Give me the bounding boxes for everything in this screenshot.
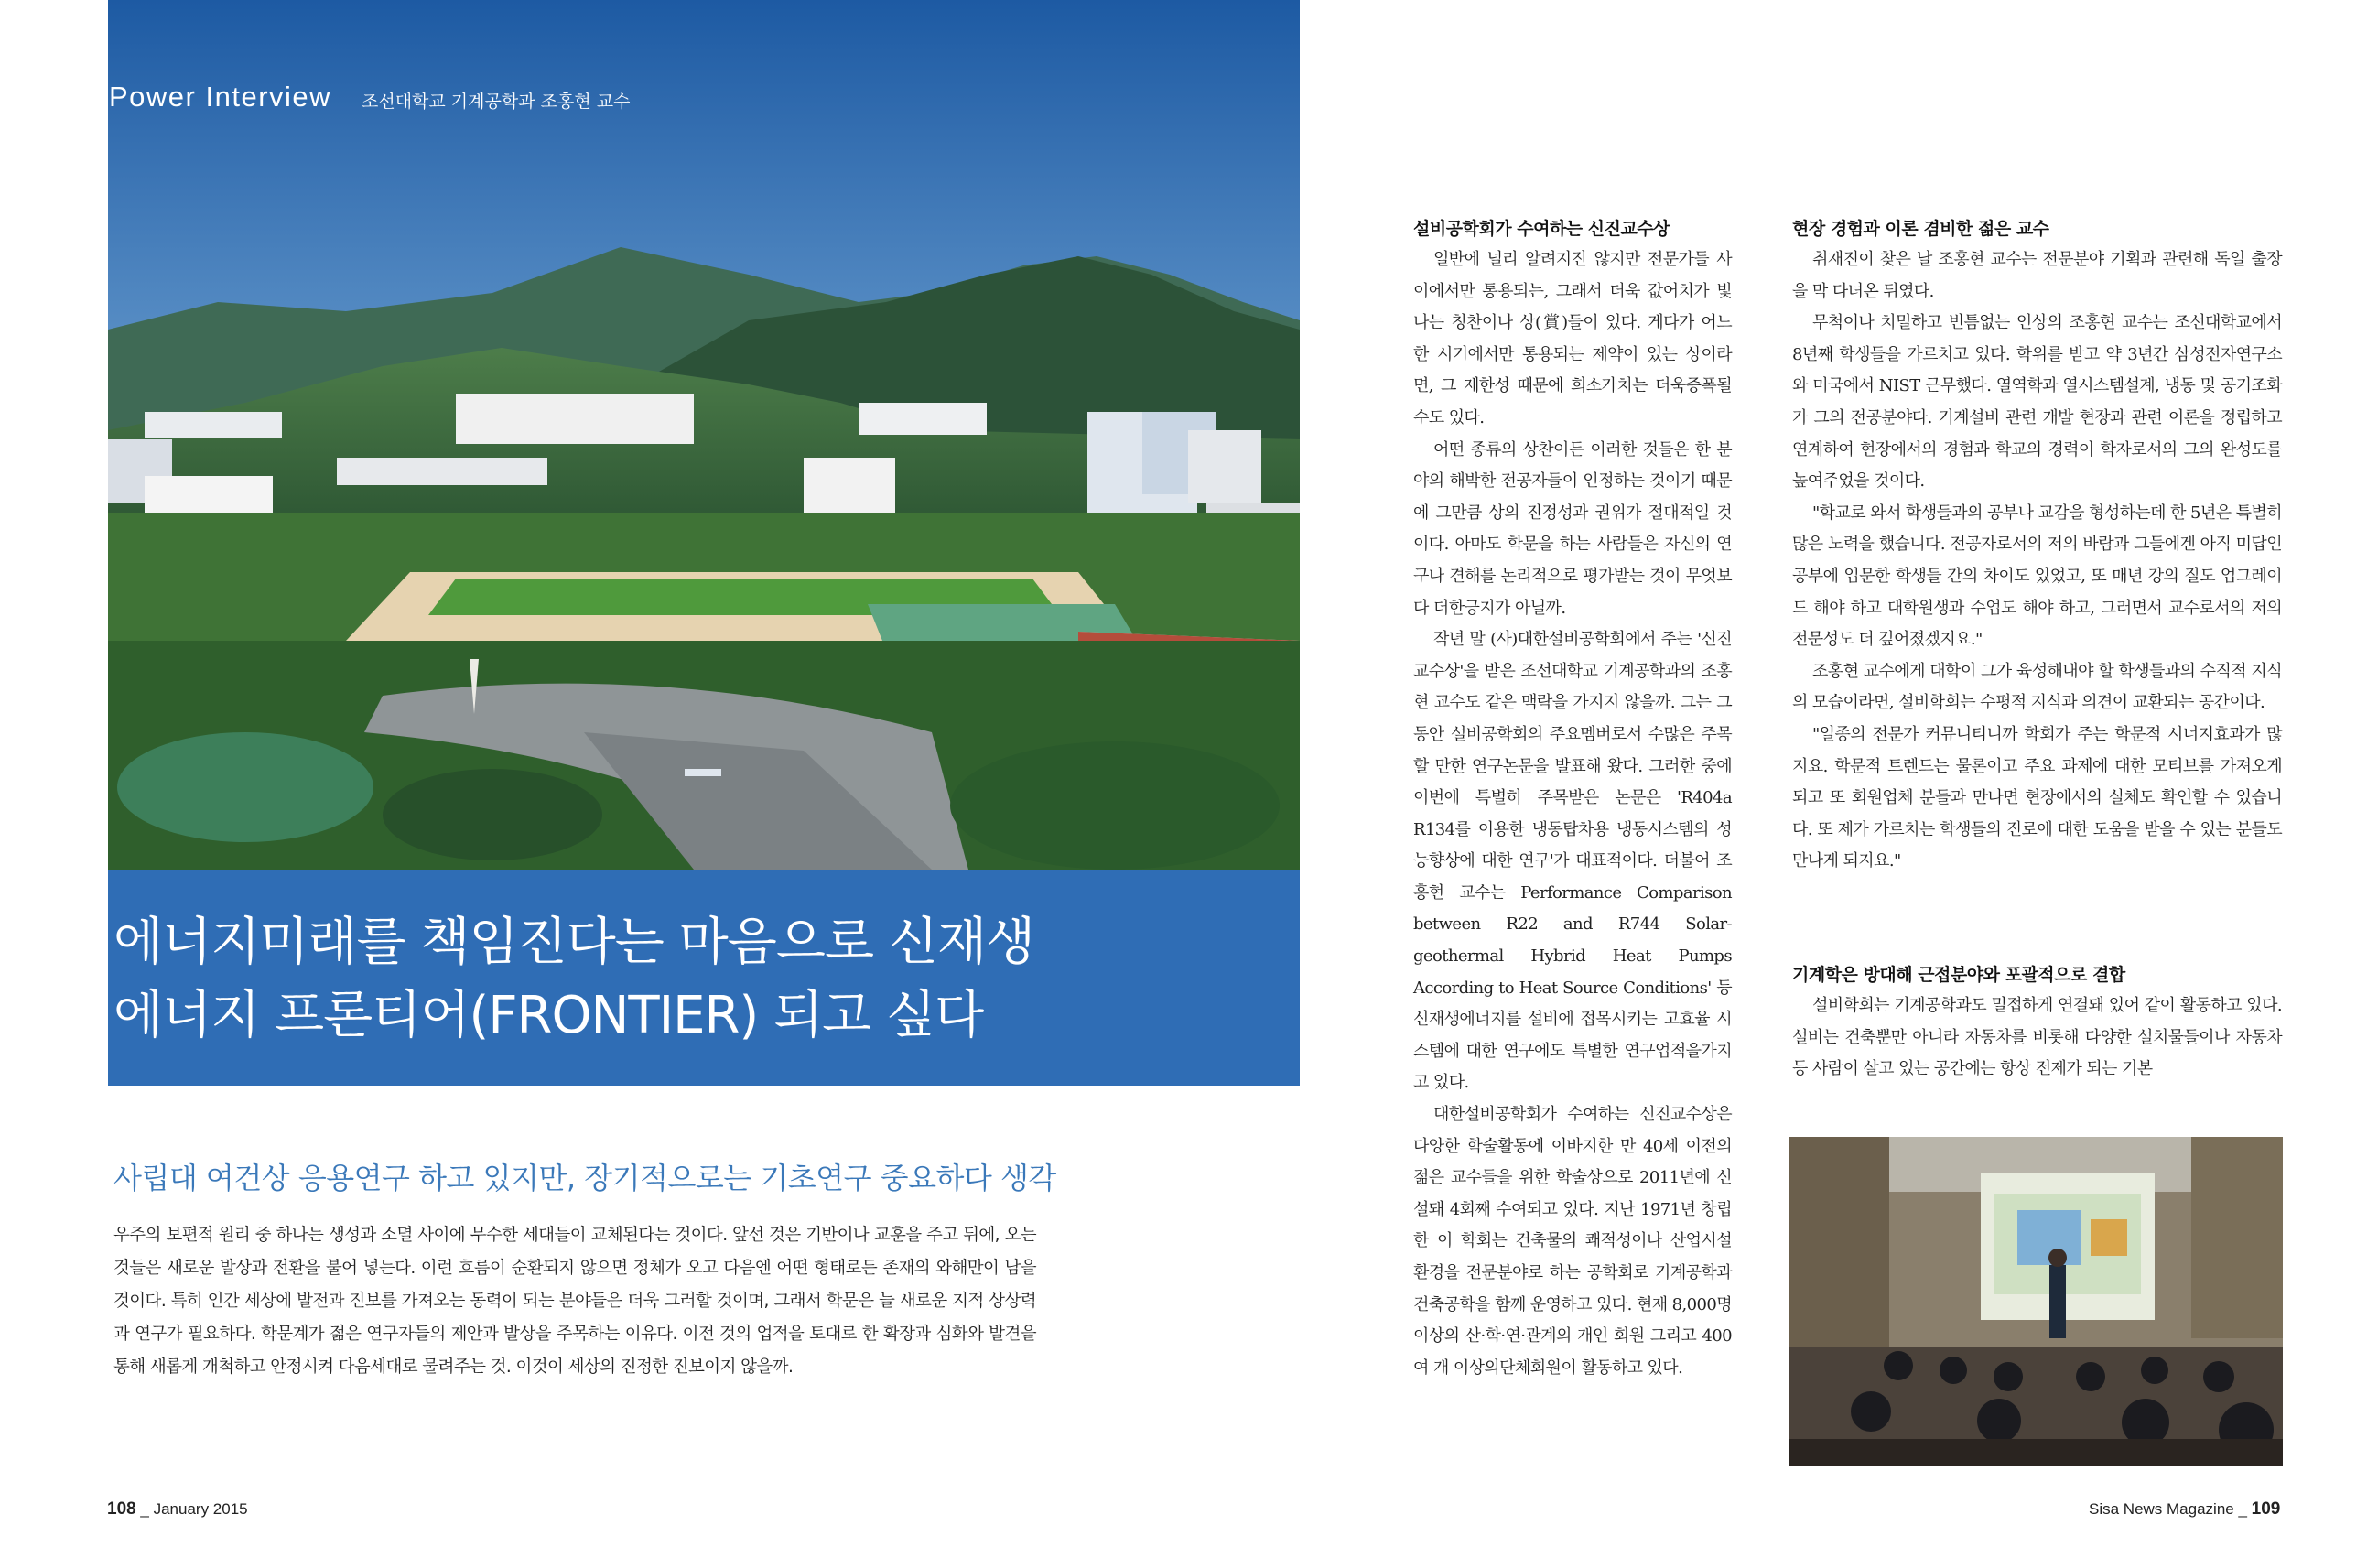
column-b-paragraph: 설비학회는 기계공학과도 밀접하게 연결돼 있어 같이 활동하고 있다. 설비는 건축뿐만 아니라 자동차를 비롯해 다양한 설치물들이나 자동차 등 사람이 살고 있는 공간에는 항상 전제가 되는 기본: [1792, 996, 2282, 1079]
column-b-paragraph: "학교로 와서 학생들과의 공부나 교감을 형성하는데 한 5년은 특별히 많은 노력을 했습니다. 전공자로서의 저의 바람과 그들에겐 아직 미답인 공부에 입문한 학생들 간의 차이도 있었고, 또 매년 강의 질도 업그레이드 해야 하고 대학원생과 수업도 해야 하고, 그러면서 교수로서의 저의 전문성도 더 깊어졌겠지요.": [1792, 503, 2282, 650]
column-b-paragraph: 무척이나 치밀하고 빈틈없는 인상의 조홍현 교수는 조선대학교에서 8년째 학생들을 가르치고 있다. 학위를 받고 약 3년간 삼성전자연구소와 미국에서 NIST 근무했다. 열역학과 열시스템설계, 냉동 및 공기조화가 그의 전공분야다. 기계설비 관련 개발 현장과 관련 이론을 정립하고 연계하여 현장에서의 경험과 학교의 경력이 학자로서의 그의 완성도를 높여주었을 것이다.: [1792, 313, 2282, 492]
headline-band: [108, 870, 1300, 1086]
column-a-paragraph: 일반에 널리 알려지진 않지만 전문가들 사이에서만 통용되는, 그래서 더욱 값어치가 빛나는 칭찬이나 상(賞)들이 있다. 게다가 어느 한 시기에서만 통용되는 제약이 있는 상이라면, 그 제한성 때문에 희소가치는 더욱증폭될 수도 있다.: [1413, 250, 1732, 427]
column-a-heading: 설비공학회가 수여하는 신진교수상: [1413, 219, 1670, 239]
column-a-paragraph: 대한설비공학회가 수여하는 신진교수상은 다양한 학술활동에 이바지한 만 40세 이전의 젊은 교수들을 위한 학술상으로 2011년에 신설돼 4회째 수여되고 있다. 지난 1971년 창립한 이 학회는 건축물의 쾌적성이나 산업시설 환경을 전문분야로 하는 공학회로 기계공학과 건축공학을 함께 운영하고 있다. 현재 8,000명 이상의 산·학·연·관계의 개인 회원 그리고 400여 개 이상의단체회원이 활동하고 있다.: [1413, 1105, 1732, 1378]
column-a-paragraph: 어떤 종류의 상찬이든 이러한 것들은 한 분야의 해박한 전공자들이 인정하는 것이기 때문에 그만큼 상의 진정성과 권위가 절대적일 것이다. 아마도 학문을 하는 사람들은 자신의 연구나 견해를 논리적으로 평가받는 것이 무엇보다 더한긍지가 아닐까.: [1413, 439, 1732, 618]
magazine-name: Sisa News Magazine _: [2089, 1500, 2252, 1518]
column-b-paragraph: 취재진이 찾은 날 조홍현 교수는 전문분야 기획과 관련해 독일 출장을 막 다녀온 뒤였다.: [1792, 250, 2282, 301]
section-kicker: Power Interview: [109, 81, 332, 113]
footer-right-folio: [2089, 1499, 2280, 1519]
headline-line-2: 에너지 프론티어(FRONTIER) 되고 싶다: [113, 986, 984, 1045]
column-b-paragraph: 조홍현 교수에게 대학이 그가 육성해내야 할 학생들과의 수직적 지식의 모습이라면, 설비학회는 수평적 지식과 의견이 교환되는 공간이다.: [1792, 661, 2282, 713]
right-page-number: 109: [2251, 1499, 2281, 1519]
subheadline: 사립대 여건상 응용연구 하고 있지만, 장기적으로는 기초연구 중요하다 생각: [113, 1161, 1056, 1195]
column-b-heading: 현장 경험과 이론 겸비한 젊은 교수: [1792, 219, 2049, 239]
article-column-b: [1792, 213, 2282, 878]
left-page-number: 108: [107, 1499, 136, 1519]
headline: [113, 906, 1034, 1053]
footer-left-folio: [107, 1499, 248, 1519]
intro-paragraph: 우주의 보편적 원리 중 하나는 생성과 소멸 사이에 무수한 세대들이 교체된다는 것이다. 앞선 것은 기반이나 교훈을 주고 뒤에, 오는 것들은 새로운 발상과 전환을 불어 넣는다. 이런 흐름이 순환되지 않으면 정체가 오고 다음엔 어떤 형태로든 존재의 와해만이 남을 것이다. 특히 인간 세상에 발전과 진보를 가져오는 동력이 되는 분야들은 더욱 그러할 것이며, 그래서 학문은 늘 새로운 지적 상상력과 연구가 필요하다. 학문계가 젊은 연구자들의 제안과 발상을 주목하는 이유다. 이전 것의 업적을 토대로 한 확장과 심화와 발견을 통해 새롭게 개척하고 안정시켜 다음세대로 물려주는 것. 이것이 세상의 진정한 진보이지 않을까.: [113, 1226, 1036, 1377]
headline-line-1: 에너지미래를 책임진다는 마음으로 신재생: [113, 913, 1035, 972]
article-column-a: [1413, 213, 1732, 1384]
interview-subject: 조선대학교 기계공학과 조홍현 교수: [362, 92, 631, 112]
left-issue-date: _ January 2015: [135, 1500, 248, 1518]
column-b-paragraph: "일종의 전문가 커뮤니티니까 학회가 주는 학문적 시너지효과가 많지요. 학문적 트렌드는 물론이고 주요 과제에 대한 모티브를 가져오게 되고 또 회원업체 분들과 만나면 현장에서의 실체도 확인할 수 있습니다. 또 제가 가르치는 학생들의 진로에 대한 도움을 받을 수 있는 분들도 만나게 되지요.": [1792, 724, 2282, 871]
campus-photo-illustration: [108, 0, 1300, 870]
article-column-b-continued: [1792, 959, 2282, 1086]
column-b-heading-2: 기계학은 방대해 근접분야와 포괄적으로 결합: [1792, 965, 2125, 985]
lecture-photo-illustration: [1789, 1137, 2283, 1466]
lecture-room-photo: [1789, 1137, 2283, 1466]
column-a-paragraph: 작년 말 (사)대한설비공학회에서 주는 '신진교수상'을 받은 조선대학교 기계공학과의 조홍현 교수도 같은 맥락을 가지지 않을까. 그는 그동안 설비공학회의 주요멤버로서 수많은 주목할 만한 연구논문을 발표해 왔다. 그러한 중에 이번에 특별히 주목받은 논문은 'R404a R134를 이용한 냉동탑차용 냉동시스템의 성능향상에 대한 연구'가 대표적이다. 더불어 조홍현 교수는 Performance Comparison between R22 and R744 Solar-geothermal Hybrid Heat Pumps According to Heat Source Conditions' 등 신재생에너지를 설비에 접목시키는 고효율 시스템에 대한 연구에도 특별한 연구업적을가지고 있다.: [1413, 630, 1732, 1093]
campus-aerial-photo: [108, 0, 1300, 870]
